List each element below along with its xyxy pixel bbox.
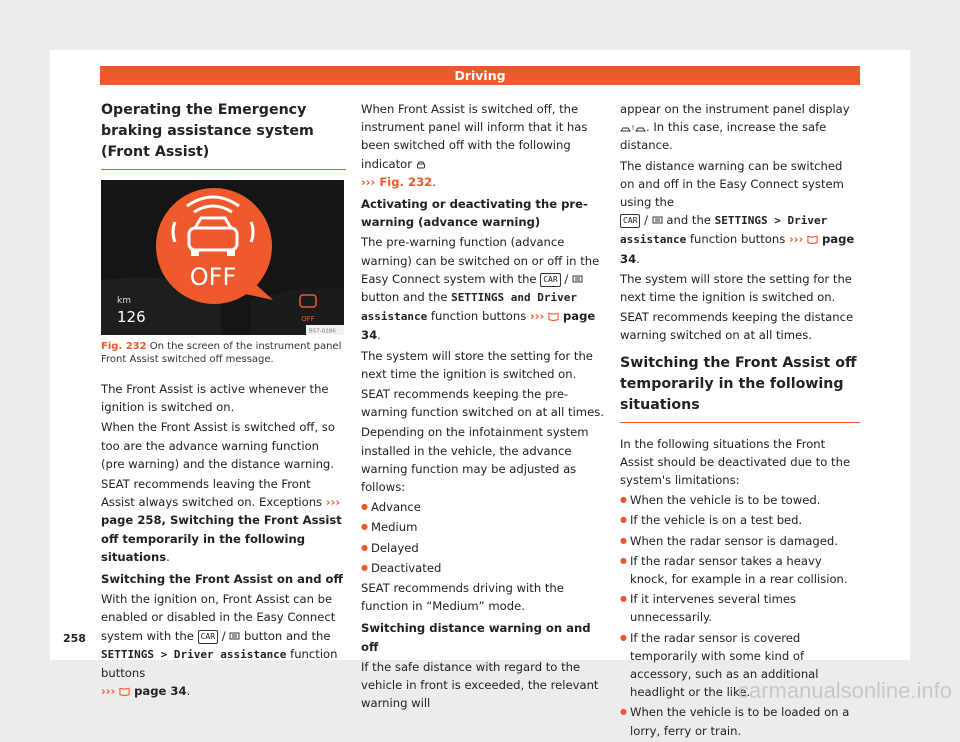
list-item: ● Deactivated <box>361 559 606 577</box>
column-3 <box>620 100 860 742</box>
figure-label: Fig. 232 <box>101 341 147 352</box>
section-heading: Operating the Emergency braking assistance system (Front Assist) <box>101 100 346 170</box>
page-link[interactable]: page 258, Switching the Front Assist off temporarily in the following situations <box>101 513 342 564</box>
list-item: ● When the radar sensor is damaged. <box>620 532 860 550</box>
subheading: Activating or deactivating the pre-warning (advance warning) <box>361 197 588 230</box>
arrow-ref: ››› <box>101 684 116 699</box>
paragraph: When Front Assist is switched off, the instrument panel will inform that it has been switched off with the following indicator ››› Fig. 232. <box>361 102 588 189</box>
page-link[interactable]: page 34 <box>130 684 187 699</box>
list-item: ● When the vehicle is to be towed. <box>620 491 860 509</box>
paragraph: The pre-warning function (advance warning) can be switched on or off in the Easy Connect system with the CAR / button and the SETTINGS and Driver assistance function buttons ››› page 34. <box>361 235 600 343</box>
paragraph: SEAT recommends keeping the pre-warning function switched on at all times. <box>361 387 604 420</box>
paragraph: SEAT recommends keeping the distance warning switched on at all times. <box>620 310 854 343</box>
settings-path: SETTINGS > Driver assistance <box>620 214 828 247</box>
figure-code: B57-0286 <box>309 328 336 335</box>
caption-text: On the screen of the instrument panel Front Assist switched off message. <box>101 341 342 365</box>
list-item: ● Medium <box>361 518 606 536</box>
figure-caption <box>101 341 346 366</box>
page-link[interactable]: page 34 <box>620 232 855 266</box>
arrow-ref: ››› <box>788 232 804 247</box>
section-heading: Switching the Front Assist off temporarily in the following situations <box>620 353 860 423</box>
small-off-label: OFF <box>301 315 315 323</box>
paragraph: The Front Assist is active whenever the ignition is switched on. <box>101 382 329 415</box>
menu-icon <box>229 631 240 641</box>
list-item: ● If the radar sensor takes a heavy knock, for example in a rear collision. <box>620 552 860 588</box>
column-2 <box>361 100 606 715</box>
page-number: 258 <box>63 632 86 645</box>
paragraph: The distance warning can be switched on and off in the Easy Connect system using the CAR / and the SETTINGS > Driver assistance function buttons ››› page 34. <box>620 158 855 266</box>
list-item: ● Delayed <box>361 539 606 557</box>
front-assist-indicator-icon <box>416 160 426 170</box>
paragraph: With the ignition on, Front Assist can be enabled or disabled in the Easy Connect system with the CAR / button and the SETTINGS > Driver assistance function buttons ››› page 34. <box>101 592 338 699</box>
chapter-header: Driving <box>100 66 860 85</box>
off-display-text: OFF <box>189 263 237 291</box>
car-button-icon: CAR <box>620 214 640 228</box>
options-list <box>361 498 606 577</box>
paragraph: Depending on the infotainment system installed in the vehicle, the advance warning function may be adjusted as follows: <box>361 425 589 495</box>
car-button-icon: CAR <box>198 630 218 644</box>
watermark: carmanualsonline.info <box>737 678 952 703</box>
column-1 <box>101 100 346 702</box>
distance-warning-icon <box>620 123 646 133</box>
list-item: ● Advance <box>361 498 606 516</box>
figure-232 <box>101 180 344 335</box>
menu-icon <box>572 274 583 284</box>
page-link[interactable]: page 34 <box>361 309 596 343</box>
paragraph: If the safe distance with regard to the vehicle in front is exceeded, the relevant warning will <box>361 659 599 711</box>
figure-link[interactable]: Fig. 232 <box>375 174 433 189</box>
paragraph: SEAT recommends leaving the Front Assist always switched on. Exceptions ››› page 258, Switching the Front Assist off temporarily in the following situations. <box>101 477 342 564</box>
subheading: Switching distance warning on and off <box>361 621 591 654</box>
book-icon <box>548 311 559 321</box>
list-item: ● If the radar sensor is covered temporarily with some kind of accessory, such as an additional headlight or the like. <box>620 629 860 702</box>
paragraph: appear on the instrument panel display ! . In this case, increase the safe distance. <box>620 102 850 153</box>
svg-text:!: ! <box>631 124 635 133</box>
paragraph: When the Front Assist is switched off, so too are the advance warning function (pre warning) and the distance warning. <box>101 420 335 471</box>
car-button-icon: CAR <box>540 273 560 287</box>
menu-icon <box>652 215 663 225</box>
km-value: 126 <box>117 308 146 326</box>
paragraph: The system will store the setting for the next time the ignition is switched on. <box>361 348 593 381</box>
book-icon <box>119 686 130 696</box>
settings-path: SETTINGS and Driver assistance <box>361 291 577 324</box>
km-label: km <box>117 296 131 306</box>
paragraph: SEAT recommends driving with the function in “Medium” mode. <box>361 581 564 614</box>
list-item: ● When the vehicle is to be loaded on a lorry, ferry or train. <box>620 703 860 739</box>
arrow-ref: ››› <box>325 495 341 510</box>
list-item: ● If it intervenes several times unnecessarily. <box>620 590 860 626</box>
subheading: Switching the Front Assist on and off <box>101 572 343 587</box>
paragraph: The system will store the setting for the next time the ignition is switched on. <box>620 271 852 305</box>
settings-path: SETTINGS > Driver assistance <box>101 647 287 661</box>
arrow-ref: ››› <box>361 174 376 189</box>
instrument-panel-illustration <box>101 180 344 335</box>
arrow-ref: ››› <box>529 309 545 324</box>
book-icon <box>807 234 818 244</box>
paragraph: In the following situations the Front Assist should be deactivated due to the system's limitations: <box>620 436 851 488</box>
list-item: ● If the vehicle is on a test bed. <box>620 511 860 529</box>
